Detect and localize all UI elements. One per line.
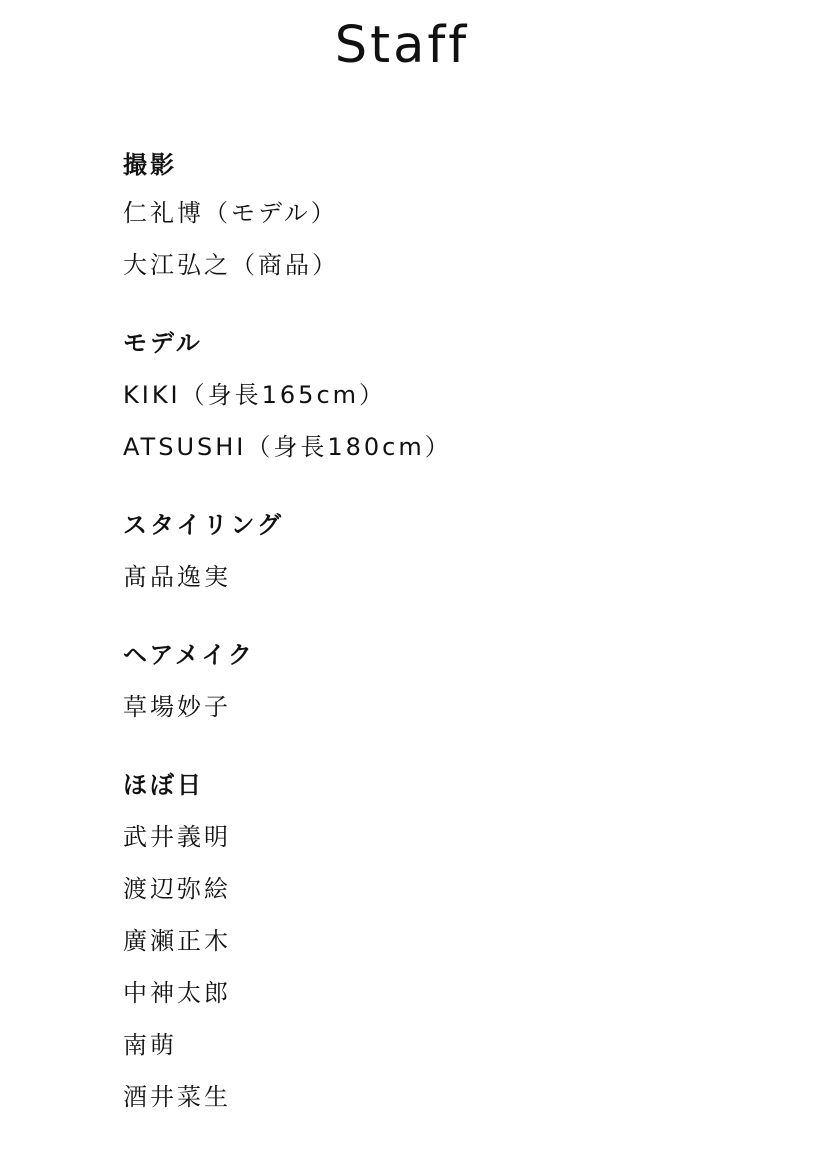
staff-section-styling (123, 502, 763, 606)
staff-section-hobonichi (123, 762, 763, 1126)
staff-entry: KIKI（身長165cm） (123, 381, 387, 409)
staff-section-photography (123, 143, 763, 294)
staff-entry: 酒井菜生 (123, 1083, 231, 1111)
staff-entry: 仁礼博（モデル） (123, 199, 338, 227)
staff-section-hair-makeup (123, 632, 763, 736)
staff-credits-list (123, 143, 763, 1152)
section-heading-hobonichi: ほぼ日 (123, 771, 204, 799)
staff-entry: 草場妙子 (123, 693, 231, 721)
section-heading-photography: 撮影 (123, 151, 177, 179)
staff-entry: 髙品逸実 (123, 563, 231, 591)
staff-entry: 南萌 (123, 1031, 177, 1059)
staff-section-model (123, 320, 763, 476)
staff-entry: 武井義明 (123, 823, 231, 851)
page-title: Staff (334, 16, 470, 75)
staff-entry: 渡辺弥絵 (123, 875, 231, 903)
section-heading-model: モデル (123, 329, 203, 357)
section-heading-styling: スタイリング (123, 511, 285, 539)
section-heading-hair-makeup: ヘアメイク (123, 641, 255, 669)
staff-entry: ATSUSHI（身長180cm） (123, 433, 452, 461)
staff-entry: 大江弘之（商品） (123, 251, 339, 279)
staff-entry: 廣瀬正木 (123, 927, 231, 955)
staff-entry: 中神太郎 (123, 979, 231, 1007)
